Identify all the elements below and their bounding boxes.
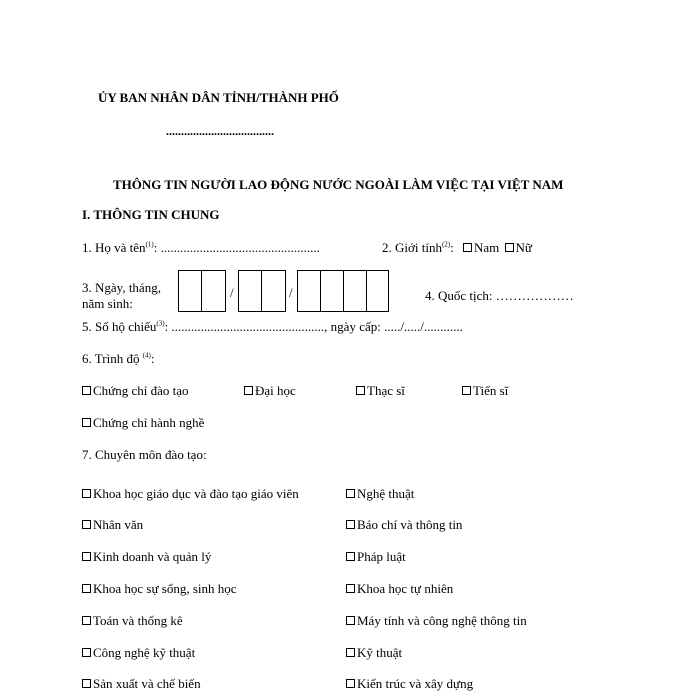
education-heading xyxy=(82,351,155,367)
education-option-label: Đại học xyxy=(255,383,296,398)
major-option[interactable] xyxy=(82,613,183,629)
education-colon: : xyxy=(150,351,155,366)
major-option[interactable] xyxy=(346,581,453,597)
dob-separator: / xyxy=(289,285,293,300)
major-option[interactable] xyxy=(82,676,201,692)
gender-female-option[interactable] xyxy=(505,240,532,255)
dob-day-boxes[interactable] xyxy=(178,270,226,312)
gender-label: 2. Giới tính xyxy=(382,240,442,255)
education-label: 6. Trình độ xyxy=(82,351,140,366)
checkbox-icon[interactable] xyxy=(346,520,355,529)
major-option-label: Khoa học giáo dục và đào tạo giáo viên xyxy=(93,486,299,501)
education-option-label: Tiến sĩ xyxy=(473,383,509,398)
checkbox-icon[interactable] xyxy=(346,584,355,593)
passport-label: 5. Số hộ chiếu xyxy=(82,319,157,334)
gender-field xyxy=(382,240,532,256)
education-option-label: Chứng chỉ hành nghề xyxy=(93,415,205,430)
dob-label-line1: 3. Ngày, tháng, xyxy=(82,280,161,295)
checkbox-icon[interactable] xyxy=(82,418,91,427)
major-option-label: Máy tính và công nghệ thông tin xyxy=(357,613,527,628)
checkbox-icon[interactable] xyxy=(82,679,91,688)
education-option[interactable] xyxy=(356,383,405,399)
education-option-label: Thạc sĩ xyxy=(367,383,405,398)
passport-field[interactable] xyxy=(82,319,463,335)
major-option[interactable] xyxy=(346,486,414,502)
major-option[interactable] xyxy=(346,613,527,629)
gender-male-label: Nam xyxy=(474,240,500,255)
major-option-label: Báo chí và thông tin xyxy=(357,517,463,532)
authority-name: ỦY BAN NHÂN DÂN TỈNH/THÀNH PHỐ xyxy=(98,90,339,105)
dob-separator: / xyxy=(230,285,234,300)
major-option[interactable] xyxy=(346,645,402,661)
gender-colon: : xyxy=(450,240,454,255)
box-divider xyxy=(366,271,367,311)
major-option-label: Công nghệ kỹ thuật xyxy=(93,645,196,660)
checkbox-icon[interactable] xyxy=(82,648,91,657)
education-option[interactable] xyxy=(82,383,189,399)
checkbox-icon[interactable] xyxy=(463,243,472,252)
major-option[interactable] xyxy=(346,517,462,533)
checkbox-icon[interactable] xyxy=(356,386,365,395)
checkbox-icon[interactable] xyxy=(346,552,355,561)
gender-female-label: Nữ xyxy=(515,240,532,255)
major-option-label: Khoa học tự nhiên xyxy=(357,581,454,596)
major-option-label: Pháp luật xyxy=(357,549,406,564)
education-option[interactable] xyxy=(82,415,204,431)
nationality-field[interactable]: 4. Quốc tịch: ……………… xyxy=(425,288,574,303)
box-divider xyxy=(320,271,321,311)
major-heading: 7. Chuyên môn đào tạo: xyxy=(82,447,207,462)
checkbox-icon[interactable] xyxy=(244,386,253,395)
major-option[interactable] xyxy=(82,486,299,502)
passport-footnote: (3) xyxy=(156,319,165,328)
name-field[interactable] xyxy=(82,240,320,256)
major-option-label: Sản xuất và chế biến xyxy=(93,676,201,691)
checkbox-icon[interactable] xyxy=(346,489,355,498)
education-option-label: Chứng chỉ đào tạo xyxy=(93,383,189,398)
box-divider xyxy=(201,271,202,311)
checkbox-icon[interactable] xyxy=(346,616,355,625)
checkbox-icon[interactable] xyxy=(82,520,91,529)
major-option-label: Nhân văn xyxy=(93,517,144,532)
dob-label-line2: năm sinh: xyxy=(82,296,133,311)
major-option-label: Khoa học sự sống, sinh học xyxy=(93,581,237,596)
name-footnote: (1) xyxy=(145,240,154,249)
dob-year-boxes[interactable] xyxy=(297,270,389,312)
major-option-label: Kỹ thuật xyxy=(357,645,403,660)
section-heading: I. THÔNG TIN CHUNG xyxy=(82,207,220,222)
document-title: THÔNG TIN NGƯỜI LAO ĐỘNG NƯỚC NGOÀI LÀM VIỆC TẠI VIỆT NAM xyxy=(113,177,564,192)
major-option[interactable] xyxy=(346,676,473,692)
checkbox-icon[interactable] xyxy=(462,386,471,395)
major-option[interactable] xyxy=(82,645,195,661)
box-divider xyxy=(261,271,262,311)
gender-male-option[interactable] xyxy=(463,240,499,255)
checkbox-icon[interactable] xyxy=(505,243,514,252)
gender-footnote: (2) xyxy=(441,240,451,249)
major-option[interactable] xyxy=(82,581,237,597)
box-divider xyxy=(343,271,344,311)
education-option[interactable] xyxy=(244,383,296,399)
authority-dots: .................................... xyxy=(166,124,274,138)
checkbox-icon[interactable] xyxy=(82,616,91,625)
passport-dots: : ..............................................., ngày cấp: ...../...../............ xyxy=(164,319,463,334)
checkbox-icon[interactable] xyxy=(346,648,355,657)
major-option-label: Nghệ thuật xyxy=(357,486,415,501)
major-option-label: Kinh doanh và quản lý xyxy=(93,549,212,564)
checkbox-icon[interactable] xyxy=(82,552,91,561)
major-option-label: Toán và thống kê xyxy=(93,613,183,628)
name-dots: : ................................................. xyxy=(153,240,320,255)
major-option[interactable] xyxy=(82,549,211,565)
checkbox-icon[interactable] xyxy=(82,489,91,498)
checkbox-icon[interactable] xyxy=(346,679,355,688)
checkbox-icon[interactable] xyxy=(82,386,91,395)
education-option[interactable] xyxy=(462,383,508,399)
checkbox-icon[interactable] xyxy=(82,584,91,593)
major-option[interactable] xyxy=(82,517,143,533)
dob-month-boxes[interactable] xyxy=(238,270,286,312)
name-label: 1. Họ và tên xyxy=(82,240,146,255)
education-footnote: (4) xyxy=(142,351,151,360)
major-option[interactable] xyxy=(346,549,406,565)
major-option-label: Kiến trúc và xây dựng xyxy=(357,676,474,691)
